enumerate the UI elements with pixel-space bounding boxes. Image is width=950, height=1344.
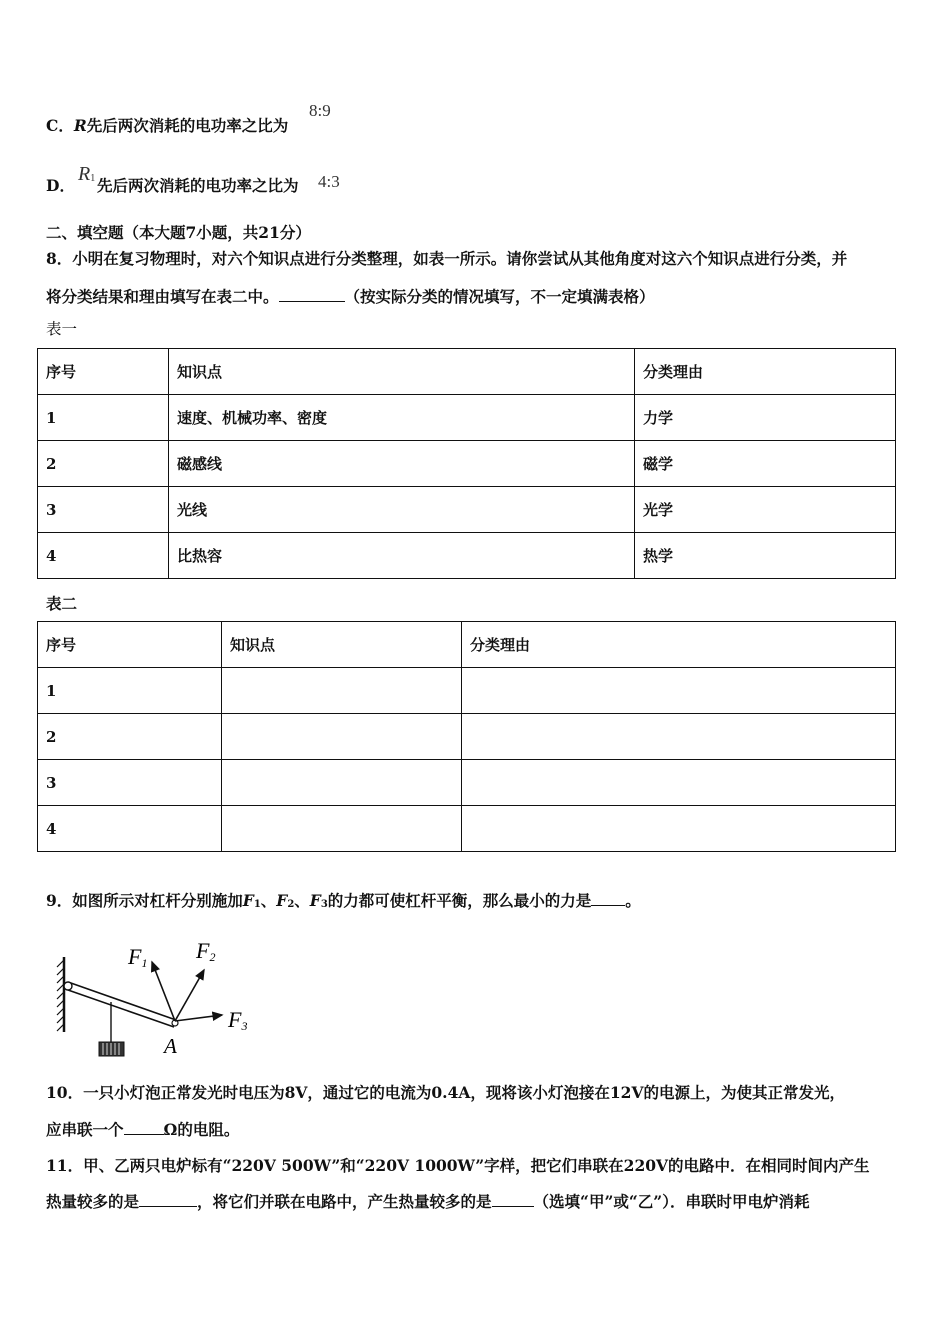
table-cell: 磁学 — [635, 441, 896, 487]
table-cell: 4 — [38, 533, 169, 579]
q9-answer-blank[interactable] — [591, 904, 625, 906]
table-input-cell[interactable] — [222, 806, 462, 852]
table2-header-cell: 序号 — [38, 622, 222, 668]
table-input-cell[interactable] — [222, 760, 462, 806]
table-input-cell[interactable] — [462, 806, 896, 852]
option-c-text: 先后两次消耗的电功率之比为 — [86, 116, 289, 135]
table2-header-row — [38, 622, 896, 668]
q10-line1: 10．一只小灯泡正常发光时电压为8V，通过它的电流为0.4A，现将该小灯泡接在12V的电源上，为使其正常发光， — [46, 1083, 845, 1102]
table1-caption: 表一 — [46, 320, 78, 338]
table-cell: 力学 — [635, 395, 896, 441]
table1-header-row — [38, 349, 896, 395]
table-cell: 磁感线 — [169, 441, 635, 487]
option-d-ratio: 4:3 — [318, 172, 340, 191]
option-d-letter: D． — [46, 176, 75, 195]
option-c-letter: C． — [46, 116, 74, 135]
q10-line2: 应串联一个 Ω的电阻。 — [46, 1120, 240, 1139]
table-cell: 光线 — [169, 487, 635, 533]
lever-bar — [64, 982, 178, 1027]
table-row — [38, 714, 896, 760]
table-input-cell[interactable] — [462, 760, 896, 806]
option-d-var: R1 — [78, 163, 96, 185]
option-d-text: 先后两次消耗的电功率之比为 — [97, 176, 299, 195]
option-c-ratio: 8:9 — [309, 101, 331, 120]
q8-answer-blank[interactable] — [279, 300, 345, 302]
table1 — [37, 348, 896, 579]
force-f2-arrow — [175, 970, 204, 1021]
q10-answer-blank[interactable] — [124, 1133, 164, 1135]
q8-line1: 8．小明在复习物理时，对六个知识点进行分类整理，如表一所示。请你尝试从其他角度对这六个知识点进行分类，并 — [46, 249, 848, 268]
table-cell: 热学 — [635, 533, 896, 579]
table-cell: 3 — [38, 487, 169, 533]
table2-header-cell: 分类理由 — [462, 622, 896, 668]
table-input-cell[interactable] — [462, 668, 896, 714]
table-cell: 2 — [38, 714, 222, 760]
table-cell: 3 — [38, 760, 222, 806]
hanging-weight — [99, 1002, 124, 1056]
table-cell: 4 — [38, 806, 222, 852]
table-row — [38, 668, 896, 714]
table2-header-cell: 知识点 — [222, 622, 462, 668]
table2 — [37, 621, 896, 852]
table1-header-cell: 序号 — [38, 349, 169, 395]
option-c-var: R — [73, 116, 87, 135]
table-row — [38, 441, 896, 487]
table-row — [38, 760, 896, 806]
wall — [57, 957, 64, 1032]
q9-text: 9．如图所示对杠杆分别施加F1、F2、F3的力都可使杠杆平衡，那么最小的力是 。 — [46, 891, 641, 910]
table-cell: 2 — [38, 441, 169, 487]
table-row — [38, 806, 896, 852]
table-cell: 比热容 — [169, 533, 635, 579]
lever-figure — [54, 932, 264, 1062]
q11-answer-blank-2[interactable] — [492, 1205, 534, 1207]
table-cell: 1 — [38, 395, 169, 441]
section-title: 二、填空题（本大题7小题，共21分） — [46, 223, 311, 242]
label-f3: F3 — [228, 1007, 248, 1033]
table-row — [38, 487, 896, 533]
table-input-cell[interactable] — [222, 714, 462, 760]
table-cell: 速度、机械功率、密度 — [169, 395, 635, 441]
table1-header-cell: 知识点 — [169, 349, 635, 395]
q8-line2: 将分类结果和理由填写在表二中。 （按实际分类的情况填写，不一定填满表格） — [46, 287, 655, 306]
label-a: A — [164, 1034, 177, 1058]
table-input-cell[interactable] — [222, 668, 462, 714]
table-cell: 光学 — [635, 487, 896, 533]
table1-header-cell: 分类理由 — [635, 349, 896, 395]
option-c — [46, 114, 288, 136]
table2-caption: 表二 — [46, 594, 78, 613]
q11-answer-blank-1[interactable] — [139, 1205, 197, 1207]
label-f2: F2 — [196, 938, 216, 964]
option-d — [46, 174, 75, 196]
table-input-cell[interactable] — [462, 714, 896, 760]
table-row — [38, 395, 896, 441]
table-row — [38, 533, 896, 579]
label-f1: F1 — [128, 944, 148, 970]
q11-line2: 热量较多的是 ，将它们并联在电路中，产生热量较多的是 （选填“甲”或“乙”）．串联时甲电炉消耗 — [46, 1192, 810, 1211]
force-f3-arrow — [175, 1015, 222, 1021]
table-cell: 1 — [38, 668, 222, 714]
q11-line1: 11．甲、乙两只电炉标有“220V 500W”和“220V 1000W”字样，把它们串联在220V的电路中．在相同时间内产生 — [46, 1156, 870, 1175]
